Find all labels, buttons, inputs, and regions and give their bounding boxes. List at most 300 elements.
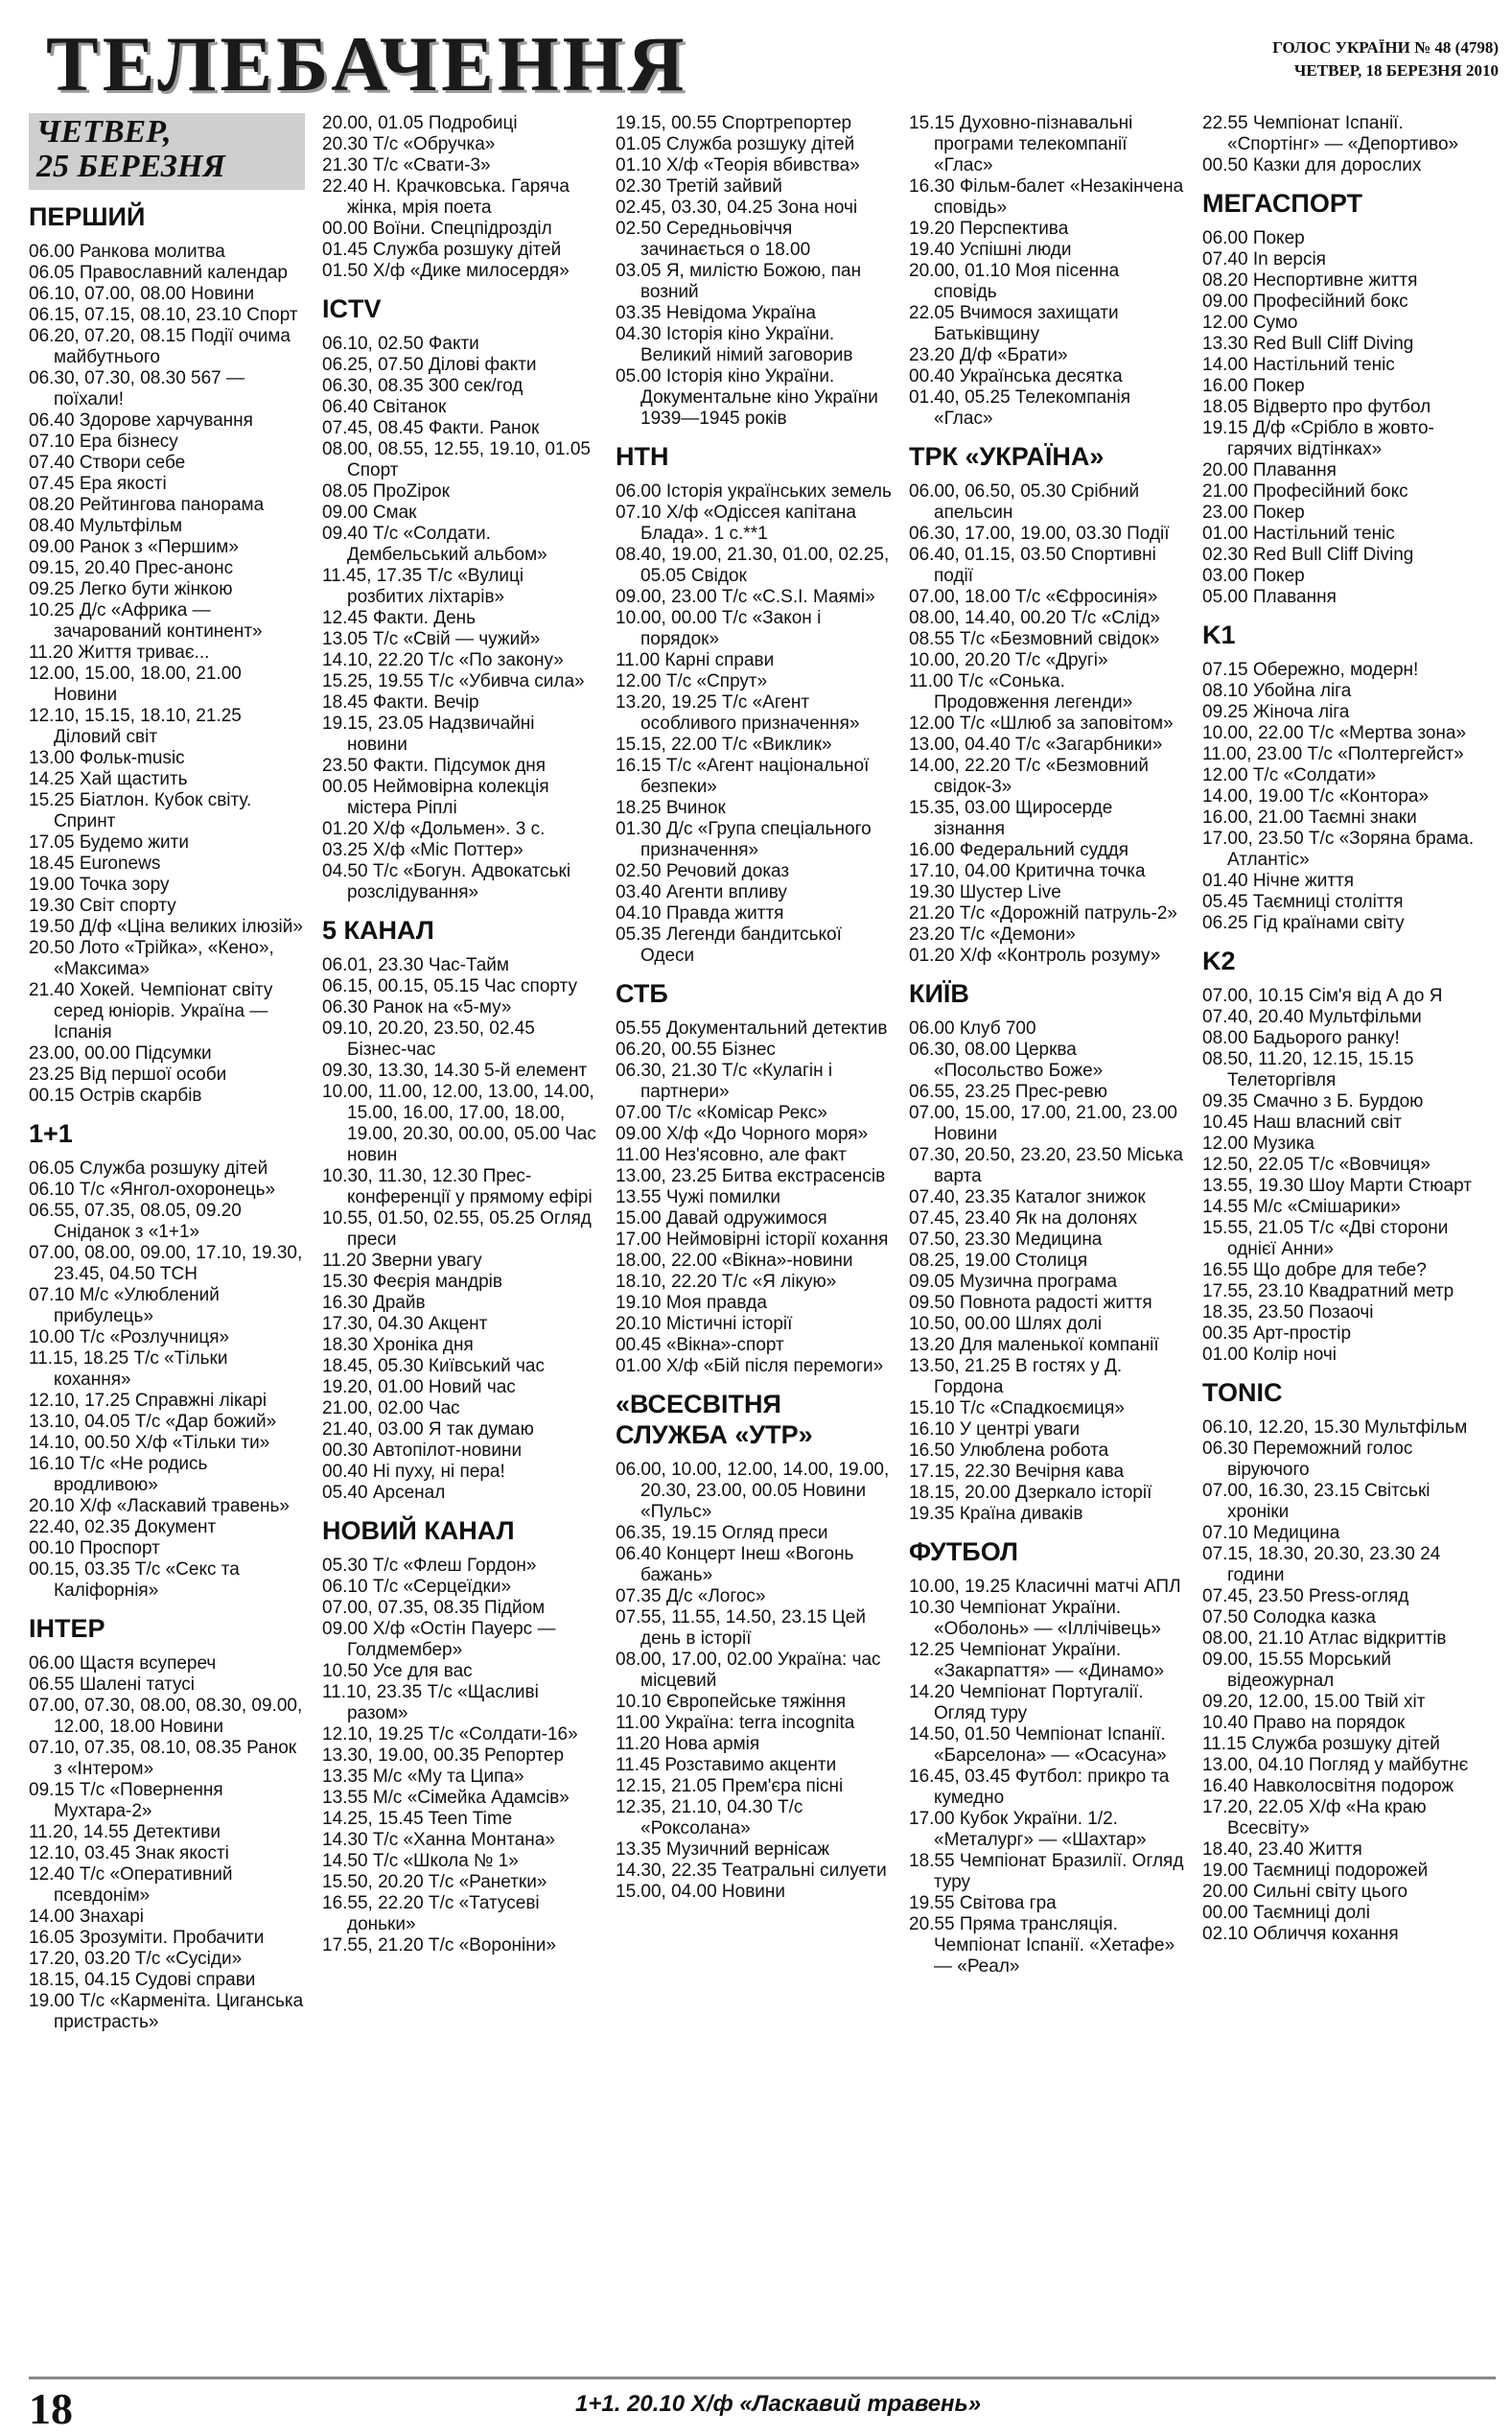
program-entry: 21.00, 02.00 Час — [322, 1398, 460, 1418]
program-entry: 07.00, 10.15 Сім'я від А до Я — [1202, 986, 1443, 1006]
program-entry: 09.00 Х/ф «Остін Пауерс — Голдмембер» — [322, 1619, 556, 1660]
program-entry: 16.40 Навколосвітня подорож — [1202, 1776, 1454, 1796]
program-entry: 13.55, 19.30 Шоу Марти Стюарт — [1202, 1176, 1472, 1196]
program-entry: 04.30 Історія кіно України. Великий німий заговорив — [616, 324, 853, 365]
program-entry: 09.30, 13.30, 14.30 5-й елемент — [322, 1061, 588, 1081]
program-entry: 12.00 Т/с «Солдати» — [1202, 765, 1377, 785]
program-entry: 06.10, 07.00, 08.00 Новини — [29, 284, 255, 304]
program-entry: 10.00, 00.00 Т/с «Закон і порядок» — [616, 608, 822, 649]
program-entry: 05.55 Документальний детектив — [616, 1019, 888, 1039]
program-entry: 06.20, 00.55 Бізнес — [616, 1040, 776, 1060]
program-entry: 07.00, 07.30, 08.00, 08.30, 09.00, 12.00, 18.00 Новини — [29, 1696, 303, 1737]
program-entry: 15.50, 20.20 Т/с «Ранетки» — [322, 1872, 547, 1892]
program-entry: 17.20, 03.20 Т/с «Сусіди» — [29, 1949, 243, 1969]
program-entry: 00.40 Українська десятка — [909, 366, 1123, 386]
program-entry: 15.15 Духовно-пізнавальні програми телекомпанії «Глас» — [909, 113, 1133, 176]
program-entry: 21.40 Хокей. Чемпіонат світу серед юніорів. Україна — Іспанія — [29, 980, 273, 1042]
program-entry: 11.00 Нез'ясовно, але факт — [616, 1145, 847, 1165]
publication-date: ЧЕТВЕР, 18 БЕРЕЗНЯ 2010 — [1293, 61, 1499, 80]
schedule-column-5 — [1202, 113, 1478, 2367]
page-footer — [29, 2377, 1496, 2433]
program-entry: 17.00 Неймовірні історії кохання — [616, 1230, 889, 1250]
program-entry: 06.15, 00.15, 05.15 Час спорту — [322, 976, 577, 996]
program-entry: 01.30 Д/с «Група спеціального призначення» — [616, 819, 872, 860]
program-entry: 06.00, 06.50, 05.30 Срібний апельсин — [909, 481, 1140, 523]
program-entry: 17.20, 22.05 Х/ф «На краю Всесвіту» — [1202, 1797, 1427, 1839]
program-entry: 11.00 Україна: terra incognita — [616, 1713, 855, 1733]
program-entry: 06.40 Світанок — [322, 397, 447, 417]
program-entry: 12.00 Т/с «Шлюб за заповітом» — [909, 714, 1174, 734]
program-entry: 21.20 Т/с «Дорожній патруль-2» — [909, 903, 1177, 924]
program-entry: 13.20, 19.25 Т/с «Агент особливого призначення» — [616, 692, 860, 734]
program-entry: 13.55 М/с «Сімейка Адамсів» — [322, 1788, 570, 1808]
day-heading-date: 25 БЕРЕЗНЯ — [36, 149, 225, 184]
program-entry: 06.05 Православний календар — [29, 263, 288, 283]
program-entry: 07.00 Т/с «Комісар Рекс» — [616, 1103, 827, 1123]
program-entry: 23.50 Факти. Підсумок дня — [322, 756, 547, 776]
program-entry: 07.40, 23.35 Каталог знижок — [909, 1187, 1146, 1207]
program-entry: 06.30, 17.00, 19.00, 03.30 Події — [909, 524, 1170, 544]
program-entry: 21.00 Професійний бокс — [1202, 481, 1408, 502]
program-entry: 06.00 Щастя всупереч — [29, 1653, 217, 1674]
program-entry: 11.20 Зверни увагу — [322, 1251, 482, 1271]
program-entry: 09.00, 15.55 Морський відеожурнал — [1202, 1650, 1392, 1691]
publication-info — [1272, 36, 1499, 82]
program-entry: 09.50 Повнота радості життя — [909, 1293, 1152, 1313]
program-entry: 19.30 Шустер Live — [909, 882, 1061, 902]
program-entry: 14.10, 22.20 Т/с «По закону» — [322, 650, 564, 670]
program-entry: 12.15, 21.05 Прем'єра пісні — [616, 1776, 844, 1796]
program-entry: 02.50 Середньовіччя зачинається о 18.00 — [616, 219, 811, 260]
program-entry: 16.30 Драйв — [322, 1293, 426, 1313]
program-entry: 05.00 Плавання — [1202, 587, 1337, 607]
program-entry: 06.10 Т/с «Серцеїдки» — [322, 1577, 512, 1597]
program-entry: 03.40 Агенти впливу — [616, 882, 787, 902]
program-entry: 08.00, 21.10 Атлас відкриттів — [1202, 1628, 1447, 1649]
program-entry: 02.30 Red Bull Cliff Diving — [1202, 545, 1414, 565]
program-entry: 12.35, 21.10, 04.30 Т/с «Роксолана» — [616, 1797, 803, 1839]
program-entry: 12.00 Сумо — [1202, 313, 1298, 333]
program-entry: 06.25, 07.50 Ділові факти — [322, 355, 537, 375]
program-entry: 10.00, 11.00, 12.00, 13.00, 14.00, 15.00, 16.00, 17.00, 18.00, 19.00, 20.30, 00.00, 05.00 Час новин — [322, 1082, 596, 1165]
program-entry: 16.55 Що добре для тебе? — [1202, 1260, 1427, 1280]
program-entry: 08.00 Бадьорого ранку! — [1202, 1028, 1400, 1048]
program-entry: 17.10, 04.00 Критична точка — [909, 861, 1146, 881]
program-entry: 08.40 Мультфільм — [29, 516, 183, 536]
program-entry: 08.00, 14.40, 00.20 Т/с «Слід» — [909, 608, 1160, 628]
program-entry: 18.15, 04.15 Судові справи — [29, 1970, 256, 1990]
program-entry: 07.55, 11.55, 14.50, 23.15 Цей день в історії — [616, 1607, 866, 1649]
program-entry: 13.50, 21.25 В гостях у Д. Гордона — [909, 1356, 1123, 1397]
program-entry: 11.15, 18.25 Т/с «Тільки кохання» — [29, 1348, 228, 1390]
program-entry: 09.00 Ранок з «Першим» — [29, 537, 239, 557]
channel-heading: ІНТЕР — [29, 1614, 105, 1643]
program-entry: 07.00, 07.35, 08.35 Підйом — [322, 1598, 546, 1618]
program-entry: 07.35 Д/с «Логос» — [616, 1586, 766, 1606]
program-entry: 05.00 Історія кіно України. Документальне кіно України 1939—1945 років — [616, 366, 878, 429]
program-entry: 01.00 Настільний теніс — [1202, 524, 1395, 544]
program-entry: 16.55, 22.20 Т/с «Татусеві доньки» — [322, 1893, 540, 1934]
program-entry: 06.10, 12.20, 15.30 Мультфільм — [1202, 1417, 1468, 1438]
program-entry: 23.20 Т/с «Демони» — [909, 925, 1076, 945]
program-entry: 16.10 Т/с «Не родись вродливою» — [29, 1454, 208, 1495]
program-entry: 10.00, 22.00 Т/с «Мертва зона» — [1202, 723, 1467, 743]
program-entry: 12.00 Т/с «Спрут» — [616, 671, 768, 691]
program-entry: 01.20 Х/ф «Дольмен». 3 с. — [322, 819, 546, 839]
program-entry: 09.00 Смак — [322, 503, 417, 523]
program-entry: 18.55 Чемпіонат Бразилії. Огляд туру — [909, 1851, 1184, 1892]
program-entry: 06.15, 07.15, 08.10, 23.10 Спорт — [29, 305, 298, 325]
program-entry: 19.40 Успішні люди — [909, 240, 1072, 260]
program-entry: 02.45, 03.30, 04.25 Зона ночі — [616, 198, 858, 218]
program-entry: 11.20 Нова армія — [616, 1734, 760, 1754]
program-entry: 00.00 Воїни. Спецпідрозділ — [322, 219, 552, 239]
program-entry: 20.30 Т/с «Обручка» — [322, 134, 496, 154]
program-entry: 20.10 Х/ф «Ласкавий травень» — [29, 1496, 290, 1516]
footer-promo: 1+1. 20.10 Х/ф «Ласкавий травень» — [575, 2391, 982, 2417]
program-entry: 16.30 Фільм-балет «Незакінчена сповідь» — [909, 176, 1184, 218]
program-entry: 14.55 М/с «Смішарики» — [1202, 1197, 1401, 1217]
program-entry: 19.35 Країна диваків — [909, 1504, 1083, 1524]
program-entry: 19.00 Точка зору — [29, 875, 170, 895]
program-entry: 12.10, 03.45 Знак якості — [29, 1843, 229, 1863]
program-entry: 08.20 Рейтингова панорама — [29, 495, 265, 515]
program-entry: 00.10 Проспорт — [29, 1538, 160, 1558]
program-entry: 19.00 Таємниці подорожей — [1202, 1861, 1429, 1881]
program-entry: 06.20, 07.20, 08.15 Події очима майбутнього — [29, 326, 291, 367]
program-entry: 03.25 Х/ф «Міс Поттер» — [322, 840, 523, 860]
program-entry: 13.30, 19.00, 00.35 Репортер — [322, 1745, 565, 1766]
program-entry: 17.00 Кубок України. 1/2. «Металург» — «Шахтар» — [909, 1809, 1147, 1850]
program-entry: 07.45, 23.50 Press-огляд — [1202, 1586, 1409, 1606]
program-entry: 14.00 Знахарі — [29, 1907, 145, 1927]
program-entry: 06.00 Історія українських земель — [616, 481, 892, 502]
program-entry: 13.35 М/с «Му та Ципа» — [322, 1767, 524, 1787]
program-entry: 07.45, 23.40 Як на долонях — [909, 1208, 1137, 1229]
program-entry: 07.10 Медицина — [1202, 1523, 1340, 1543]
program-entry: 07.50 Солодка казка — [1202, 1607, 1376, 1628]
program-entry: 09.40 Т/с «Солдати. Дембельський альбом» — [322, 524, 547, 565]
program-entry: 06.00, 10.00, 12.00, 14.00, 19.00, 20.30, 23.00, 00.05 Новини «Пульс» — [616, 1460, 890, 1522]
program-entry: 04.10 Правда життя — [616, 903, 784, 924]
tv-schedule — [29, 113, 1496, 2369]
program-entry: 18.30 Хроніка дня — [322, 1335, 474, 1355]
program-entry: 00.50 Казки для дорослих — [1202, 155, 1422, 176]
program-entry: 13.30 Red Bull Cliff Diving — [1202, 334, 1414, 354]
program-entry: 09.15, 20.40 Прес-анонс — [29, 558, 234, 578]
program-entry: 17.00, 23.50 Т/с «Зоряна брама. Атлантіс» — [1202, 829, 1475, 870]
program-entry: 14.00, 19.00 Т/с «Контора» — [1202, 786, 1430, 807]
program-entry: 08.40, 19.00, 21.30, 01.00, 02.25, 05.05 Свідок — [616, 545, 890, 586]
program-entry: 11.00, 23.00 Т/с «Полтергейст» — [1202, 744, 1464, 764]
program-entry: 13.00, 23.25 Битва екстрасенсів — [616, 1166, 886, 1186]
program-entry: 20.00 Плавання — [1202, 460, 1337, 480]
program-entry: 07.50, 23.30 Медицина — [909, 1230, 1103, 1250]
program-entry: 18.10, 22.20 Т/с «Я лікую» — [616, 1272, 837, 1292]
program-entry: 09.25 Легко бути жінкою — [29, 579, 233, 599]
program-entry: 17.55, 23.10 Квадратний метр — [1202, 1281, 1454, 1301]
program-entry: 06.30 Ранок на «5-му» — [322, 997, 512, 1018]
program-entry: 12.50, 22.05 Т/с «Вовчиця» — [1202, 1155, 1431, 1175]
program-entry: 16.05 Зрозуміти. Пробачити — [29, 1928, 265, 1948]
program-entry: 03.00 Покер — [1202, 566, 1305, 586]
program-entry: 09.00 Х/ф «До Чорного моря» — [616, 1124, 869, 1144]
program-entry: 09.10, 20.20, 23.50, 02.45 Бізнес-час — [322, 1019, 535, 1060]
program-entry: 15.25, 19.55 Т/с «Убивча сила» — [322, 671, 585, 691]
program-entry: 19.50 Д/ф «Ціна великих ілюзій» — [29, 917, 303, 937]
program-entry: 19.30 Світ спорту — [29, 896, 176, 916]
program-entry: 13.10, 04.05 Т/с «Дар божий» — [29, 1412, 277, 1432]
schedule-column-2 — [322, 113, 598, 2367]
program-entry: 12.10, 15.15, 18.10, 21.25 Діловий світ — [29, 706, 242, 747]
channel-heading: ТРК «УКРАЇНА» — [909, 442, 1105, 471]
program-entry: 15.55, 21.05 Т/с «Дві сторони однієї Анни» — [1202, 1218, 1449, 1259]
program-entry: 11.45 Розставимо акценти — [616, 1755, 837, 1775]
program-entry: 10.25 Д/с «Африка — зачарований континент» — [29, 600, 263, 642]
program-entry: 06.05 Служба розшуку дітей — [29, 1159, 268, 1179]
program-entry: 23.00, 00.00 Підсумки — [29, 1043, 212, 1064]
program-entry: 18.40, 23.40 Життя — [1202, 1839, 1362, 1860]
program-entry: 14.20 Чемпіонат Португалії. Огляд туру — [909, 1682, 1144, 1723]
program-entry: 10.00 Т/с «Розлучниця» — [29, 1327, 230, 1347]
channel-heading: СТБ — [616, 979, 668, 1008]
program-entry: 17.55, 21.20 Т/с «Вороніни» — [322, 1935, 556, 1956]
channel-heading: ПЕРШИЙ — [29, 202, 146, 231]
program-entry: 06.30, 08.35 300 сек/год — [322, 376, 523, 396]
program-entry: 10.10 Європейське тяжіння — [616, 1692, 847, 1712]
program-entry: 00.35 Арт-простір — [1202, 1323, 1352, 1344]
program-entry: 22.40, 02.35 Документ — [29, 1517, 217, 1537]
program-entry: 07.45 Ера якості — [29, 474, 167, 494]
program-entry: 01.45 Служба розшуку дітей — [322, 240, 562, 260]
program-entry: 06.55, 07.35, 08.05, 09.20 Сніданок з «1+1» — [29, 1201, 242, 1242]
program-entry: 16.00, 21.00 Таємні знаки — [1202, 808, 1417, 828]
program-entry: 11.15 Служба розшуку дітей — [1202, 1734, 1440, 1754]
program-entry: 14.25 Хай щастить — [29, 769, 188, 789]
program-entry: 15.10 Т/с «Спадкоємиця» — [909, 1398, 1125, 1418]
program-entry: 07.40 In версія — [1202, 249, 1326, 269]
program-entry: 08.20 Неспортивне життя — [1202, 270, 1418, 291]
program-entry: 09.35 Смачно з Б. Бурдою — [1202, 1091, 1424, 1112]
program-entry: 07.10, 07.35, 08.10, 08.35 Ранок з «Інтером» — [29, 1738, 297, 1779]
program-entry: 18.45 Euronews — [29, 854, 161, 874]
program-entry: 06.25 Гід країнами світу — [1202, 913, 1405, 933]
program-entry: 01.00 Колір ночі — [1202, 1345, 1337, 1365]
program-entry: 07.10 М/с «Улюблений прибулець» — [29, 1285, 220, 1326]
program-entry: 18.35, 23.50 Позаочі — [1202, 1302, 1374, 1323]
program-entry: 07.00, 15.00, 17.00, 21.00, 23.00 Новини — [909, 1103, 1177, 1144]
program-entry: 11.20 Життя триває... — [29, 643, 210, 663]
program-entry: 16.00 Федеральний суддя — [909, 840, 1129, 860]
program-entry: 20.50 Лото «Трійка», «Кено», «Максима» — [29, 938, 274, 979]
program-entry: 22.55 Чемпіонат Іспанії. «Спортінг» — «Депортиво» — [1202, 113, 1459, 154]
program-entry: 05.40 Арсенал — [322, 1483, 446, 1503]
program-entry: 00.45 «Вікна»-спорт — [616, 1335, 784, 1355]
program-entry: 06.00 Ранкова молитва — [29, 242, 225, 262]
program-entry: 16.15 Т/с «Агент національної безпеки» — [616, 756, 870, 797]
program-entry: 13.00 Фольк-music — [29, 748, 185, 768]
program-entry: 07.30, 20.50, 23.20, 23.50 Міська варта — [909, 1145, 1183, 1186]
program-entry: 20.00 Сильні світу цього — [1202, 1882, 1408, 1902]
program-entry: 04.50 Т/с «Богун. Адвокатські розслідування» — [322, 861, 571, 902]
program-entry: 06.00 Покер — [1202, 228, 1305, 248]
program-entry: 06.35, 19.15 Огляд преси — [616, 1523, 828, 1543]
schedule-column-3 — [616, 113, 892, 2367]
program-entry: 18.45 Факти. Вечір — [322, 692, 479, 713]
masthead — [27, 17, 1499, 108]
program-entry: 19.00 Т/с «Карменіта. Циганська пристрасть» — [29, 1991, 304, 2032]
program-entry: 07.40 Створи себе — [29, 453, 186, 473]
program-entry: 08.00, 17.00, 02.00 Україна: час місцевий — [616, 1650, 881, 1691]
program-entry: 06.01, 23.30 Час-Тайм — [322, 955, 509, 975]
program-entry: 15.35, 03.00 Щиросерде зізнання — [909, 798, 1113, 839]
program-entry: 10.30, 11.30, 12.30 Прес-конференції у прямому ефірі — [322, 1166, 593, 1207]
program-entry: 18.15, 20.00 Дзеркало історії — [909, 1483, 1152, 1503]
program-entry: 05.35 Легенди бандитської Одеси — [616, 925, 842, 966]
program-entry: 06.30, 08.00 Церква «Посольство Боже» — [909, 1040, 1104, 1081]
program-entry: 02.30 Третій зайвий — [616, 176, 782, 197]
day-heading — [29, 113, 305, 190]
schedule-column-1 — [29, 113, 305, 2367]
program-entry: 13.20 Для маленької компанії — [909, 1335, 1159, 1355]
channel-heading: НТН — [616, 442, 669, 471]
channel-heading: НОВИЙ КАНАЛ — [322, 1516, 515, 1545]
program-entry: 20.00, 01.05 Подробиці — [322, 113, 518, 133]
program-entry: 01.40, 05.25 Телекомпанія «Глас» — [909, 387, 1131, 429]
program-entry: 11.20, 14.55 Детективи — [29, 1822, 221, 1842]
program-entry: 06.40 Здорове харчування — [29, 410, 253, 431]
program-entry: 20.00, 01.10 Моя пісенна сповідь — [909, 261, 1120, 302]
program-entry: 00.05 Неймовірна колекція містера Ріплі — [322, 777, 549, 818]
program-entry: 16.45, 03.45 Футбол: прикро та кумедно — [909, 1767, 1170, 1808]
channel-heading: КИЇВ — [909, 979, 969, 1008]
program-entry: 03.05 Я, милістю Божою, пан возний — [616, 261, 862, 302]
day-heading-weekday: ЧЕТВЕР, — [36, 114, 172, 150]
program-entry: 09.25 Жіноча ліга — [1202, 702, 1350, 722]
program-entry: 08.25, 19.00 Столиця — [909, 1251, 1088, 1271]
program-entry: 01.05 Служба розшуку дітей — [616, 134, 855, 154]
program-entry: 22.05 Вчимося захищати Батьківщину — [909, 303, 1119, 344]
program-entry: 02.10 Обличчя кохання — [1202, 1924, 1399, 1944]
program-entry: 10.40 Право на порядок — [1202, 1713, 1406, 1733]
program-entry: 07.00, 18.00 Т/с «Єфросинія» — [909, 587, 1158, 607]
program-entry: 19.10 Моя правда — [616, 1293, 767, 1313]
program-entry: 13.05 Т/с «Свій — чужий» — [322, 629, 541, 649]
program-entry: 13.35 Музичний вернісаж — [616, 1839, 830, 1860]
program-entry: 15.25 Біатлон. Кубок світу. Спринт — [29, 790, 252, 832]
program-entry: 07.45, 08.45 Факти. Ранок — [322, 418, 540, 438]
program-entry: 01.20 Х/ф «Контроль розуму» — [909, 946, 1161, 966]
program-entry: 14.00, 22.20 Т/с «Безмовний свідок-3» — [909, 756, 1149, 797]
program-entry: 10.55, 01.50, 02.55, 05.25 Огляд преси — [322, 1208, 592, 1250]
program-entry: 08.50, 11.20, 12.15, 15.15 Телеторгівля — [1202, 1049, 1414, 1090]
program-entry: 18.25 Вчинок — [616, 798, 726, 818]
program-entry: 10.30 Чемпіонат України. «Оболонь» — «Іллічівець» — [909, 1598, 1161, 1639]
schedule-column-4 — [909, 113, 1185, 2367]
program-entry: 07.00, 08.00, 09.00, 17.10, 19.30, 23.45, 04.50 ТСН — [29, 1243, 303, 1284]
channel-heading: TONIC — [1202, 1378, 1283, 1407]
program-entry: 17.15, 22.30 Вечірня кава — [909, 1462, 1125, 1482]
program-entry: 00.15 Острів скарбів — [29, 1086, 202, 1106]
program-entry: 15.00, 04.00 Новини — [616, 1882, 786, 1902]
program-entry: 20.55 Пряма трансляція. Чемпіонат Іспанії. «Хетафе» — «Реал» — [909, 1914, 1175, 1977]
program-entry: 09.05 Музична програма — [909, 1272, 1118, 1292]
channel-heading: K1 — [1202, 621, 1236, 649]
program-entry: 09.15 Т/с «Повернення Мухтара-2» — [29, 1780, 223, 1821]
channel-heading: «ВСЕСВІТНЯ СЛУЖБА «УТР» — [616, 1390, 813, 1449]
program-entry: 19.15 Д/ф «Срібло в жовто-гарячих відтінках» — [1202, 418, 1434, 459]
program-entry: 21.40, 03.00 Я так думаю — [322, 1419, 534, 1440]
program-entry: 19.55 Світова гра — [909, 1893, 1057, 1913]
program-entry: 06.00 Клуб 700 — [909, 1019, 1036, 1039]
program-entry: 16.50 Улюблена робота — [909, 1441, 1109, 1461]
program-entry: 01.40 Нічне життя — [1202, 871, 1355, 891]
program-entry: 13.55 Чужі помилки — [616, 1187, 780, 1207]
program-entry: 11.00 Карні справи — [616, 650, 775, 670]
program-entry: 06.30, 07.30, 08.30 567 — поїхали! — [29, 368, 245, 410]
program-entry: 10.00, 20.20 Т/с «Другі» — [909, 650, 1108, 670]
channel-heading: 5 КАНАЛ — [322, 916, 434, 945]
program-entry: 06.55, 23.25 Прес-ревю — [909, 1082, 1108, 1102]
program-entry: 07.40, 20.40 Мультфільми — [1202, 1007, 1422, 1027]
program-entry: 06.55 Шалені татусі — [29, 1675, 196, 1695]
program-entry: 16.10 У центрі уваги — [909, 1419, 1081, 1440]
program-entry: 23.25 Від першої особи — [29, 1065, 227, 1085]
program-entry: 10.50, 00.00 Шлях долі — [909, 1314, 1103, 1334]
program-entry: 19.20 Перспектива — [909, 219, 1069, 239]
program-entry: 02.50 Речовий доказ — [616, 861, 790, 881]
program-entry: 00.40 Ні пуху, ні пера! — [322, 1462, 505, 1482]
program-entry: 07.10 Ера бізнесу — [29, 432, 178, 452]
program-entry: 01.00 Х/ф «Бій після перемоги» — [616, 1356, 884, 1376]
program-entry: 11.00 Т/с «Сонька. Продовження легенди» — [909, 671, 1133, 713]
program-entry: 11.45, 17.35 Т/с «Вулиці розбитих ліхтарів» — [322, 566, 524, 607]
program-entry: 23.00 Покер — [1202, 503, 1305, 523]
program-entry: 14.00 Настільний теніс — [1202, 355, 1395, 375]
program-entry: 18.45, 05.30 Київський час — [322, 1356, 545, 1376]
program-entry: 01.10 Х/ф «Теорія вбивства» — [616, 155, 860, 176]
program-entry: 08.00, 08.55, 12.55, 19.10, 01.05 Спорт — [322, 439, 591, 480]
program-entry: 14.30 Т/с «Ханна Монтана» — [322, 1830, 555, 1850]
channel-heading: МЕГАСПОРТ — [1202, 189, 1362, 218]
program-entry: 14.50, 01.50 Чемпіонат Іспанії. «Барселона» — «Осасуна» — [909, 1724, 1167, 1766]
program-entry: 05.45 Таємниці століття — [1202, 892, 1404, 912]
program-entry: 17.30, 04.30 Акцент — [322, 1314, 488, 1334]
page-number: 18 — [29, 2384, 73, 2433]
program-entry: 11.10, 23.35 Т/с «Щасливі разом» — [322, 1682, 539, 1723]
program-entry: 10.00, 19.25 Класичні матчі АПЛ — [909, 1577, 1181, 1597]
program-entry: 08.05 ПроZірок — [322, 481, 450, 502]
program-entry: 08.10 Убойна ліга — [1202, 681, 1352, 701]
program-entry: 22.40 Н. Крачковська. Гаряча жінка, мрія поета — [322, 176, 570, 218]
program-entry: 15.00 Давай одружимося — [616, 1208, 827, 1229]
program-entry: 15.15, 22.00 Т/с «Виклик» — [616, 735, 832, 755]
program-entry: 14.25, 15.45 Teen Time — [322, 1809, 513, 1829]
program-entry: 12.10, 17.25 Справжні лікарі — [29, 1391, 268, 1411]
program-entry: 07.10 Х/ф «Одіссея капітана Блада». 1 с.**1 — [616, 503, 856, 544]
program-entry: 16.00 Покер — [1202, 376, 1305, 396]
program-entry: 00.30 Автопілот-новини — [322, 1441, 523, 1461]
program-entry: 10.50 Усе для вас — [322, 1661, 473, 1681]
program-entry: 12.00, 15.00, 18.00, 21.00 Новини — [29, 664, 242, 705]
program-entry: 08.55 Т/с «Безмовний свідок» — [909, 629, 1160, 649]
program-entry: 06.40, 01.15, 03.50 Спортивні події — [909, 545, 1156, 586]
program-entry: 12.10, 19.25 Т/с «Солдати-16» — [322, 1724, 578, 1745]
program-entry: 19.15, 23.05 Надзвичайні новини — [322, 714, 535, 755]
program-entry: 06.30 Переможний голос віруючого — [1202, 1439, 1413, 1480]
program-entry: 19.20, 01.00 Новий час — [322, 1377, 516, 1397]
channel-heading: 1+1 — [29, 1119, 73, 1148]
